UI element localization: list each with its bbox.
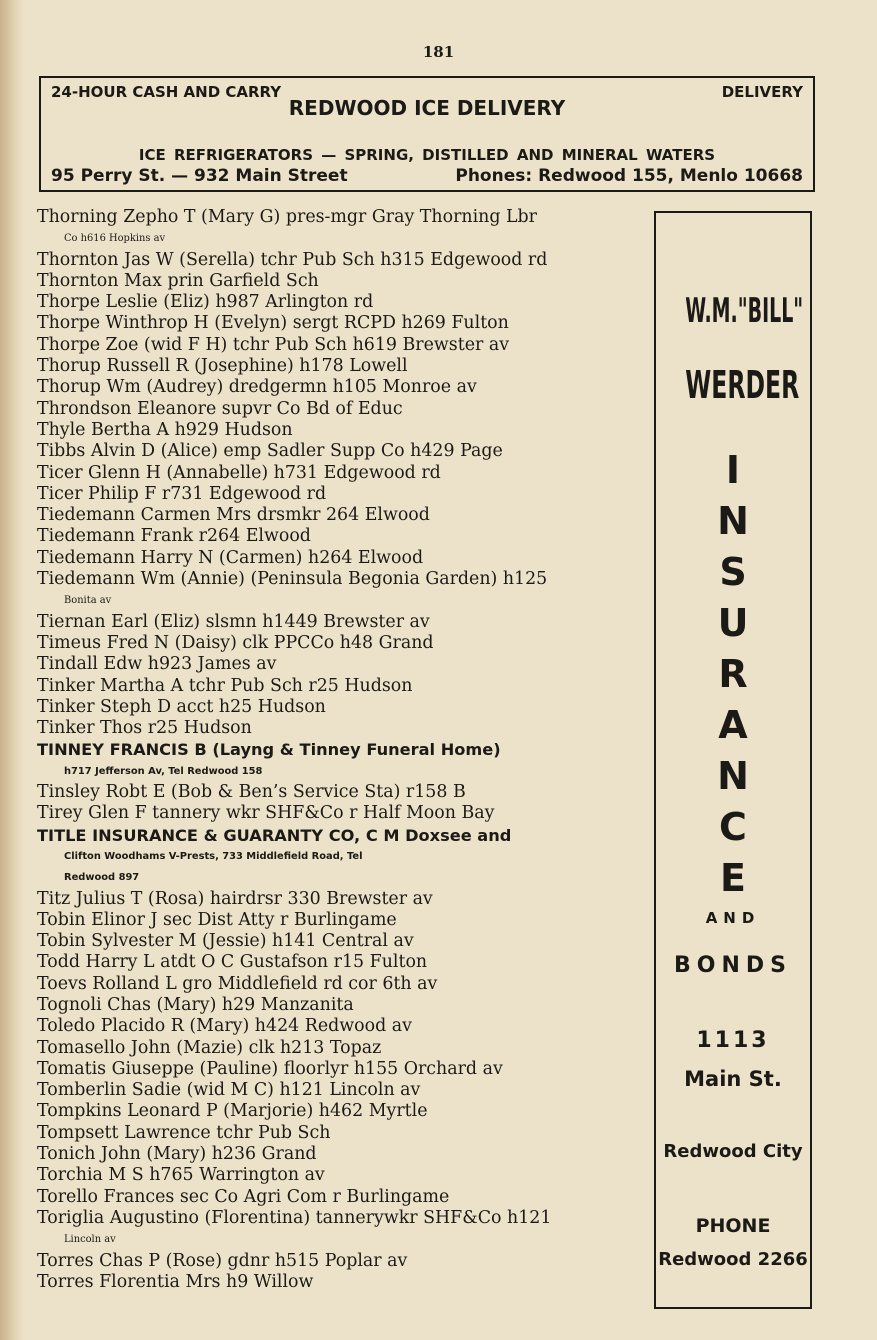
insurance-letter: U (717, 601, 749, 645)
page-gutter-shadow (0, 0, 24, 1340)
directory-entry: Tobin Sylvester M (Jessie) h141 Central av (37, 931, 414, 952)
directory-entry: Tomberlin Sadie (wid M C) h121 Lincoln av (37, 1080, 421, 1101)
directory-entry: Todd Harry L atdt O C Gustafson r15 Fulton (37, 952, 428, 973)
directory-entry: Ticer Glenn H (Annabelle) h731 Edgewood rd (37, 462, 441, 483)
insurance-letter: S (719, 550, 747, 594)
insurance-advertisement (654, 211, 812, 1309)
directory-entry: Redwood 897 (64, 872, 140, 884)
insurance-letter: N (717, 754, 749, 798)
directory-entry: Tibbs Alvin D (Alice) emp Sadler Supp Co h429 Page (37, 441, 503, 462)
directory-entry: Torres Chas P (Rose) gdnr h515 Poplar av (37, 1250, 408, 1271)
ad-right-tag: DELIVERY (721, 83, 803, 101)
directory-entry: Tinker Steph D acct h25 Hudson (37, 696, 326, 717)
directory-entry: Thorpe Zoe (wid F H) tchr Pub Sch h619 Brewster av (37, 334, 510, 355)
directory-entry: Tinsley Robt E (Bob & Ben’s Service Sta) r158 B (37, 782, 466, 803)
directory-entry: Thorup Russell R (Josephine) h178 Lowell (37, 356, 408, 377)
directory-entry: Thyle Bertha A h929 Hudson (37, 419, 293, 440)
directory-entry: Throndson Eleanore supvr Co Bd of Educ (37, 398, 403, 419)
directory-entry: Tiernan Earl (Eliz) slsmn h1449 Brewster av (37, 611, 430, 632)
insurance-letter: C (719, 805, 747, 849)
insurance-letter: I (725, 448, 741, 492)
directory-entry: Bonita av (64, 595, 112, 607)
insurance-letter: E (720, 856, 746, 900)
ad-phones: Phones: Redwood 155, Menlo 10668 (455, 166, 803, 186)
directory-entry: Tinker Martha A tchr Pub Sch r25 Hudson (37, 675, 413, 696)
insurance-letter: R (718, 652, 748, 696)
directory-entry: Toledo Placido R (Mary) h424 Redwood av (37, 1016, 412, 1037)
agent-name: W.M."BILL" (685, 291, 804, 331)
ice-delivery-advertisement (39, 76, 815, 192)
directory-entry: Tirey Glen F tannery wkr SHF&Co r Half Moon Bay (37, 803, 495, 824)
directory-entry: Tiedemann Carmen Mrs drsmkr 264 Elwood (37, 505, 430, 526)
directory-entry: Lincoln av (64, 1234, 116, 1246)
directory-entry: Thorpe Winthrop H (Evelyn) sergt RCPD h269 Fulton (37, 313, 509, 334)
directory-entry: Tonich John (Mary) h236 Grand (37, 1144, 317, 1165)
directory-entry: Thorup Wm (Audrey) dredgermn h105 Monroe av (37, 377, 477, 398)
directory-entry: Tompsett Lawrence tchr Pub Sch (37, 1122, 331, 1143)
directory-entry: Tindall Edw h923 James av (37, 654, 277, 675)
city-name: Redwood City (663, 1141, 803, 1162)
directory-entry: Tinker Thos r25 Hudson (37, 718, 252, 739)
directory-entry: Ticer Philip F r731 Edgewood rd (37, 483, 327, 504)
street-name: Main St. (684, 1067, 782, 1091)
directory-entry: Thorning Zepho T (Mary G) pres-mgr Gray Thorning Lbr (37, 207, 537, 227)
directory-entry: Titz Julius T (Rosa) hairdrsr 330 Brewster av (37, 888, 433, 909)
directory-entry: h717 Jefferson Av, Tel Redwood 158 (64, 765, 263, 777)
directory-entry: Tomatis Giuseppe (Pauline) floorlyr h155 Orchard av (37, 1058, 503, 1079)
and-label: AND (705, 909, 761, 927)
directory-entry: TINNEY FRANCIS B (Layng & Tinney Funeral Home) (37, 740, 501, 760)
directory-entry: Toevs Rolland L gro Middlefield rd cor 6th av (37, 973, 438, 994)
page-number: 181 (422, 43, 455, 61)
insurance-vertical-text (656, 445, 810, 904)
directory-entry: Torchia M S h765 Warrington av (37, 1165, 325, 1186)
directory-entry: Clifton Woodhams V-Prests, 733 Middlefield Road, Tel (64, 850, 363, 862)
insurance-letter: A (718, 703, 748, 747)
directory-entry: Thornton Jas W (Serella) tchr Pub Sch h315 Edgewood rd (37, 249, 548, 270)
directory-entry: Torres Florentia Mrs h9 Willow (37, 1271, 314, 1292)
bonds-label: BONDS (674, 953, 792, 978)
directory-entry: Tognoli Chas (Mary) h29 Manzanita (37, 994, 354, 1015)
directory-entry: TITLE INSURANCE & GUARANTY CO, C M Doxsee and (37, 825, 512, 845)
phone-number: Redwood 2266 (658, 1249, 808, 1270)
directory-entry: Tomasello John (Mazie) clk h213 Topaz (37, 1037, 382, 1058)
directory-entry: Thornton Max prin Garfield Sch (37, 270, 319, 291)
ad-left-tag: 24-HOUR CASH AND CARRY (51, 83, 282, 101)
directory-entry: Toriglia Augustino (Florentina) tannerywkr SHF&Co h121 (37, 1207, 552, 1228)
directory-entry: Tiedemann Harry N (Carmen) h264 Elwood (37, 547, 424, 568)
insurance-letter: N (717, 499, 749, 543)
directory-listing (37, 207, 642, 1293)
directory-entry: Timeus Fred N (Daisy) clk PPCCo h48 Grand (37, 632, 434, 653)
directory-entry: Co h616 Hopkins av (64, 233, 166, 245)
agent-surname: WERDER (685, 363, 800, 407)
phone-label: PHONE (695, 1215, 771, 1237)
ad-subtitle: ICE REFRIGERATORS — SPRING, DISTILLED AND MINERAL WATERS (138, 146, 716, 164)
directory-entry: Tiedemann Wm (Annie) (Peninsula Begonia Garden) h125 (37, 569, 548, 590)
directory-entry: Tiedemann Frank r264 Elwood (37, 526, 311, 547)
directory-entry: Torello Frances sec Co Agri Com r Burlingame (37, 1186, 450, 1207)
street-number: 1113 (696, 1028, 770, 1053)
directory-entry: Tompkins Leonard P (Marjorie) h462 Myrtle (37, 1101, 428, 1122)
ad-address: 95 Perry St. — 932 Main Street (51, 166, 348, 186)
directory-entry: Tobin Elinor J sec Dist Atty r Burlingame (37, 909, 397, 930)
directory-entry: Thorpe Leslie (Eliz) h987 Arlington rd (37, 292, 374, 313)
ad-title: REDWOOD ICE DELIVERY (288, 96, 566, 120)
